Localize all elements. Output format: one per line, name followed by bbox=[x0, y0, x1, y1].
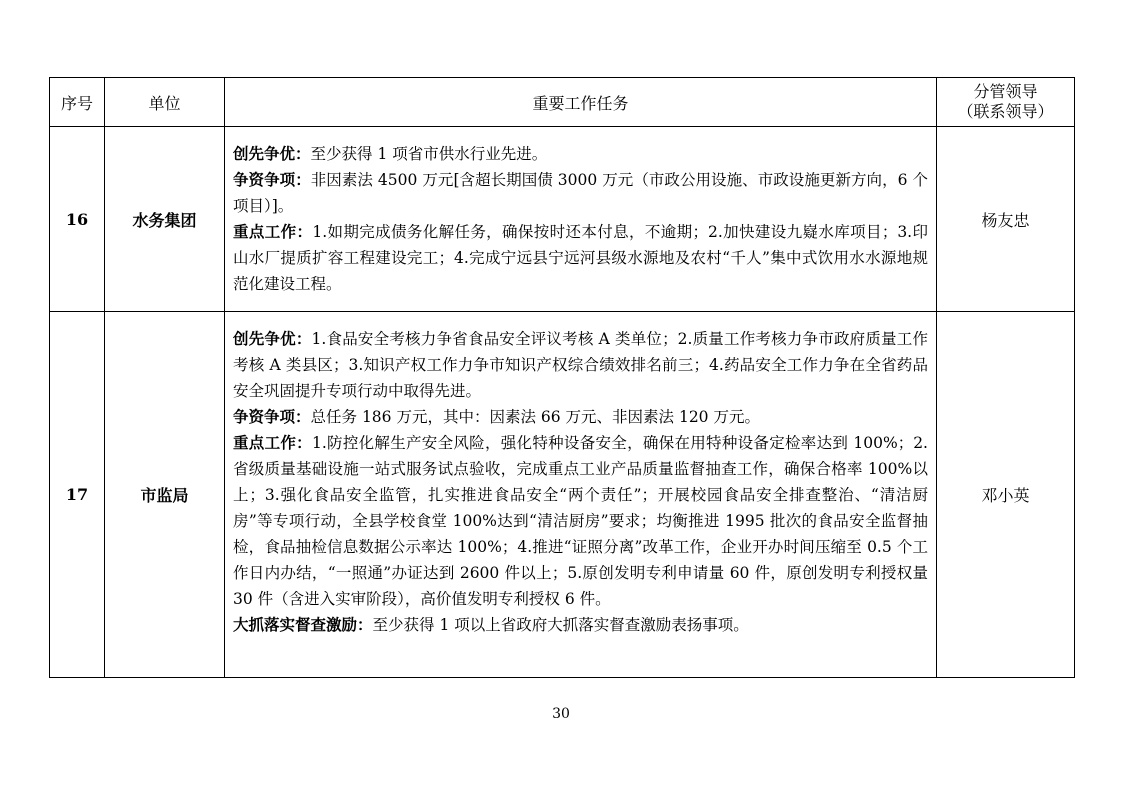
task-label: 重点工作： bbox=[233, 434, 312, 452]
task-label: 创先争优： bbox=[233, 145, 311, 163]
task-text: 1.防控化解生产安全风险，强化特种设备安全，确保在用特种设备定检率达到 100%；2.省级质量基础设施一站式服务试点验收，完成重点工业产品质量监督抽查工作，确保合格率 100%以上；3.强化食品安全监管，扎实推进食品安全“两个责任”；开展校园食品安全排查整治、“清洁厨房”等专项行动，全县学校食堂 100%达到“清洁厨房”要求；均衡推进 1995 批次的食品安全监督抽检，食品抽检信息数据公示率达 100%；4.推进“证照分离”改革工作，企业开办时间压缩至 0.5 个工作日内办结，“一照通”办证达到 2600 件以上；5.原创发明专利申请量 60 件，原创发明专利授权量 30 件（含进入实审阶段），高价值发明专利授权 6 件。 bbox=[233, 434, 928, 608]
table-header-row bbox=[50, 78, 1075, 127]
task-label: 创先争优： bbox=[233, 330, 312, 348]
task-item bbox=[233, 141, 928, 167]
task-text: 非因素法 4500 万元[含超长期国债 3000 万元（市政公用设施、市政设施更新方向，6 个项目）]。 bbox=[233, 171, 928, 215]
page-number: 30 bbox=[552, 706, 570, 722]
task-label: 重点工作： bbox=[233, 223, 313, 241]
task-label: 争资争项： bbox=[233, 171, 311, 189]
header-leader-line1: 分管领导 bbox=[973, 82, 1038, 101]
header-tasks: 重要工作任务 bbox=[225, 78, 937, 127]
task-text: 1.食品安全考核力争省食品安全评议考核 A 类单位；2.质量工作考核力争市政府质量工作考核 A 类县区；3.知识产权工作力争市知识产权综合绩效排名前三；4.药品安全工作力争在全省药品安全巩固提升专项行动中取得先进。 bbox=[233, 330, 928, 400]
task-text: 至少获得 1 项以上省政府大抓落实督查激励表扬事项。 bbox=[372, 616, 749, 634]
task-item bbox=[233, 326, 928, 404]
row-tasks bbox=[225, 127, 937, 312]
row-tasks bbox=[225, 312, 937, 678]
header-leader-line2: （联系领导） bbox=[957, 102, 1054, 121]
row-leader: 杨友忠 bbox=[937, 127, 1075, 312]
table-row bbox=[50, 312, 1075, 678]
table-row bbox=[50, 127, 1075, 312]
row-leader: 邓小英 bbox=[937, 312, 1075, 678]
task-item bbox=[233, 219, 928, 297]
task-item bbox=[233, 167, 928, 219]
row-unit: 市监局 bbox=[105, 312, 225, 678]
header-seq: 序号 bbox=[50, 78, 105, 127]
task-label: 大抓落实督查激励： bbox=[233, 616, 373, 634]
row-seq: 16 bbox=[50, 127, 105, 312]
task-item bbox=[233, 612, 928, 638]
task-item bbox=[233, 404, 928, 430]
row-unit: 水务集团 bbox=[105, 127, 225, 312]
task-label: 争资争项： bbox=[233, 408, 311, 426]
task-text: 至少获得 1 项省市供水行业先进。 bbox=[310, 145, 548, 163]
task-item bbox=[233, 430, 928, 612]
row-seq: 17 bbox=[50, 312, 105, 678]
header-leader bbox=[937, 78, 1075, 127]
task-text: 1.如期完成债务化解任务，确保按时还本付息，不逾期；2.加快建设九嶷水库项目；3.印山水厂提质扩容工程建设完工；4.完成宁远县宁远河县级水源地及农村“千人”集中式饮用水水源地规范化建设工程。 bbox=[233, 223, 928, 293]
task-table bbox=[49, 77, 1075, 678]
header-unit: 单位 bbox=[105, 78, 225, 127]
task-text: 总任务 186 万元，其中：因素法 66 万元、非因素法 120 万元。 bbox=[310, 408, 760, 426]
